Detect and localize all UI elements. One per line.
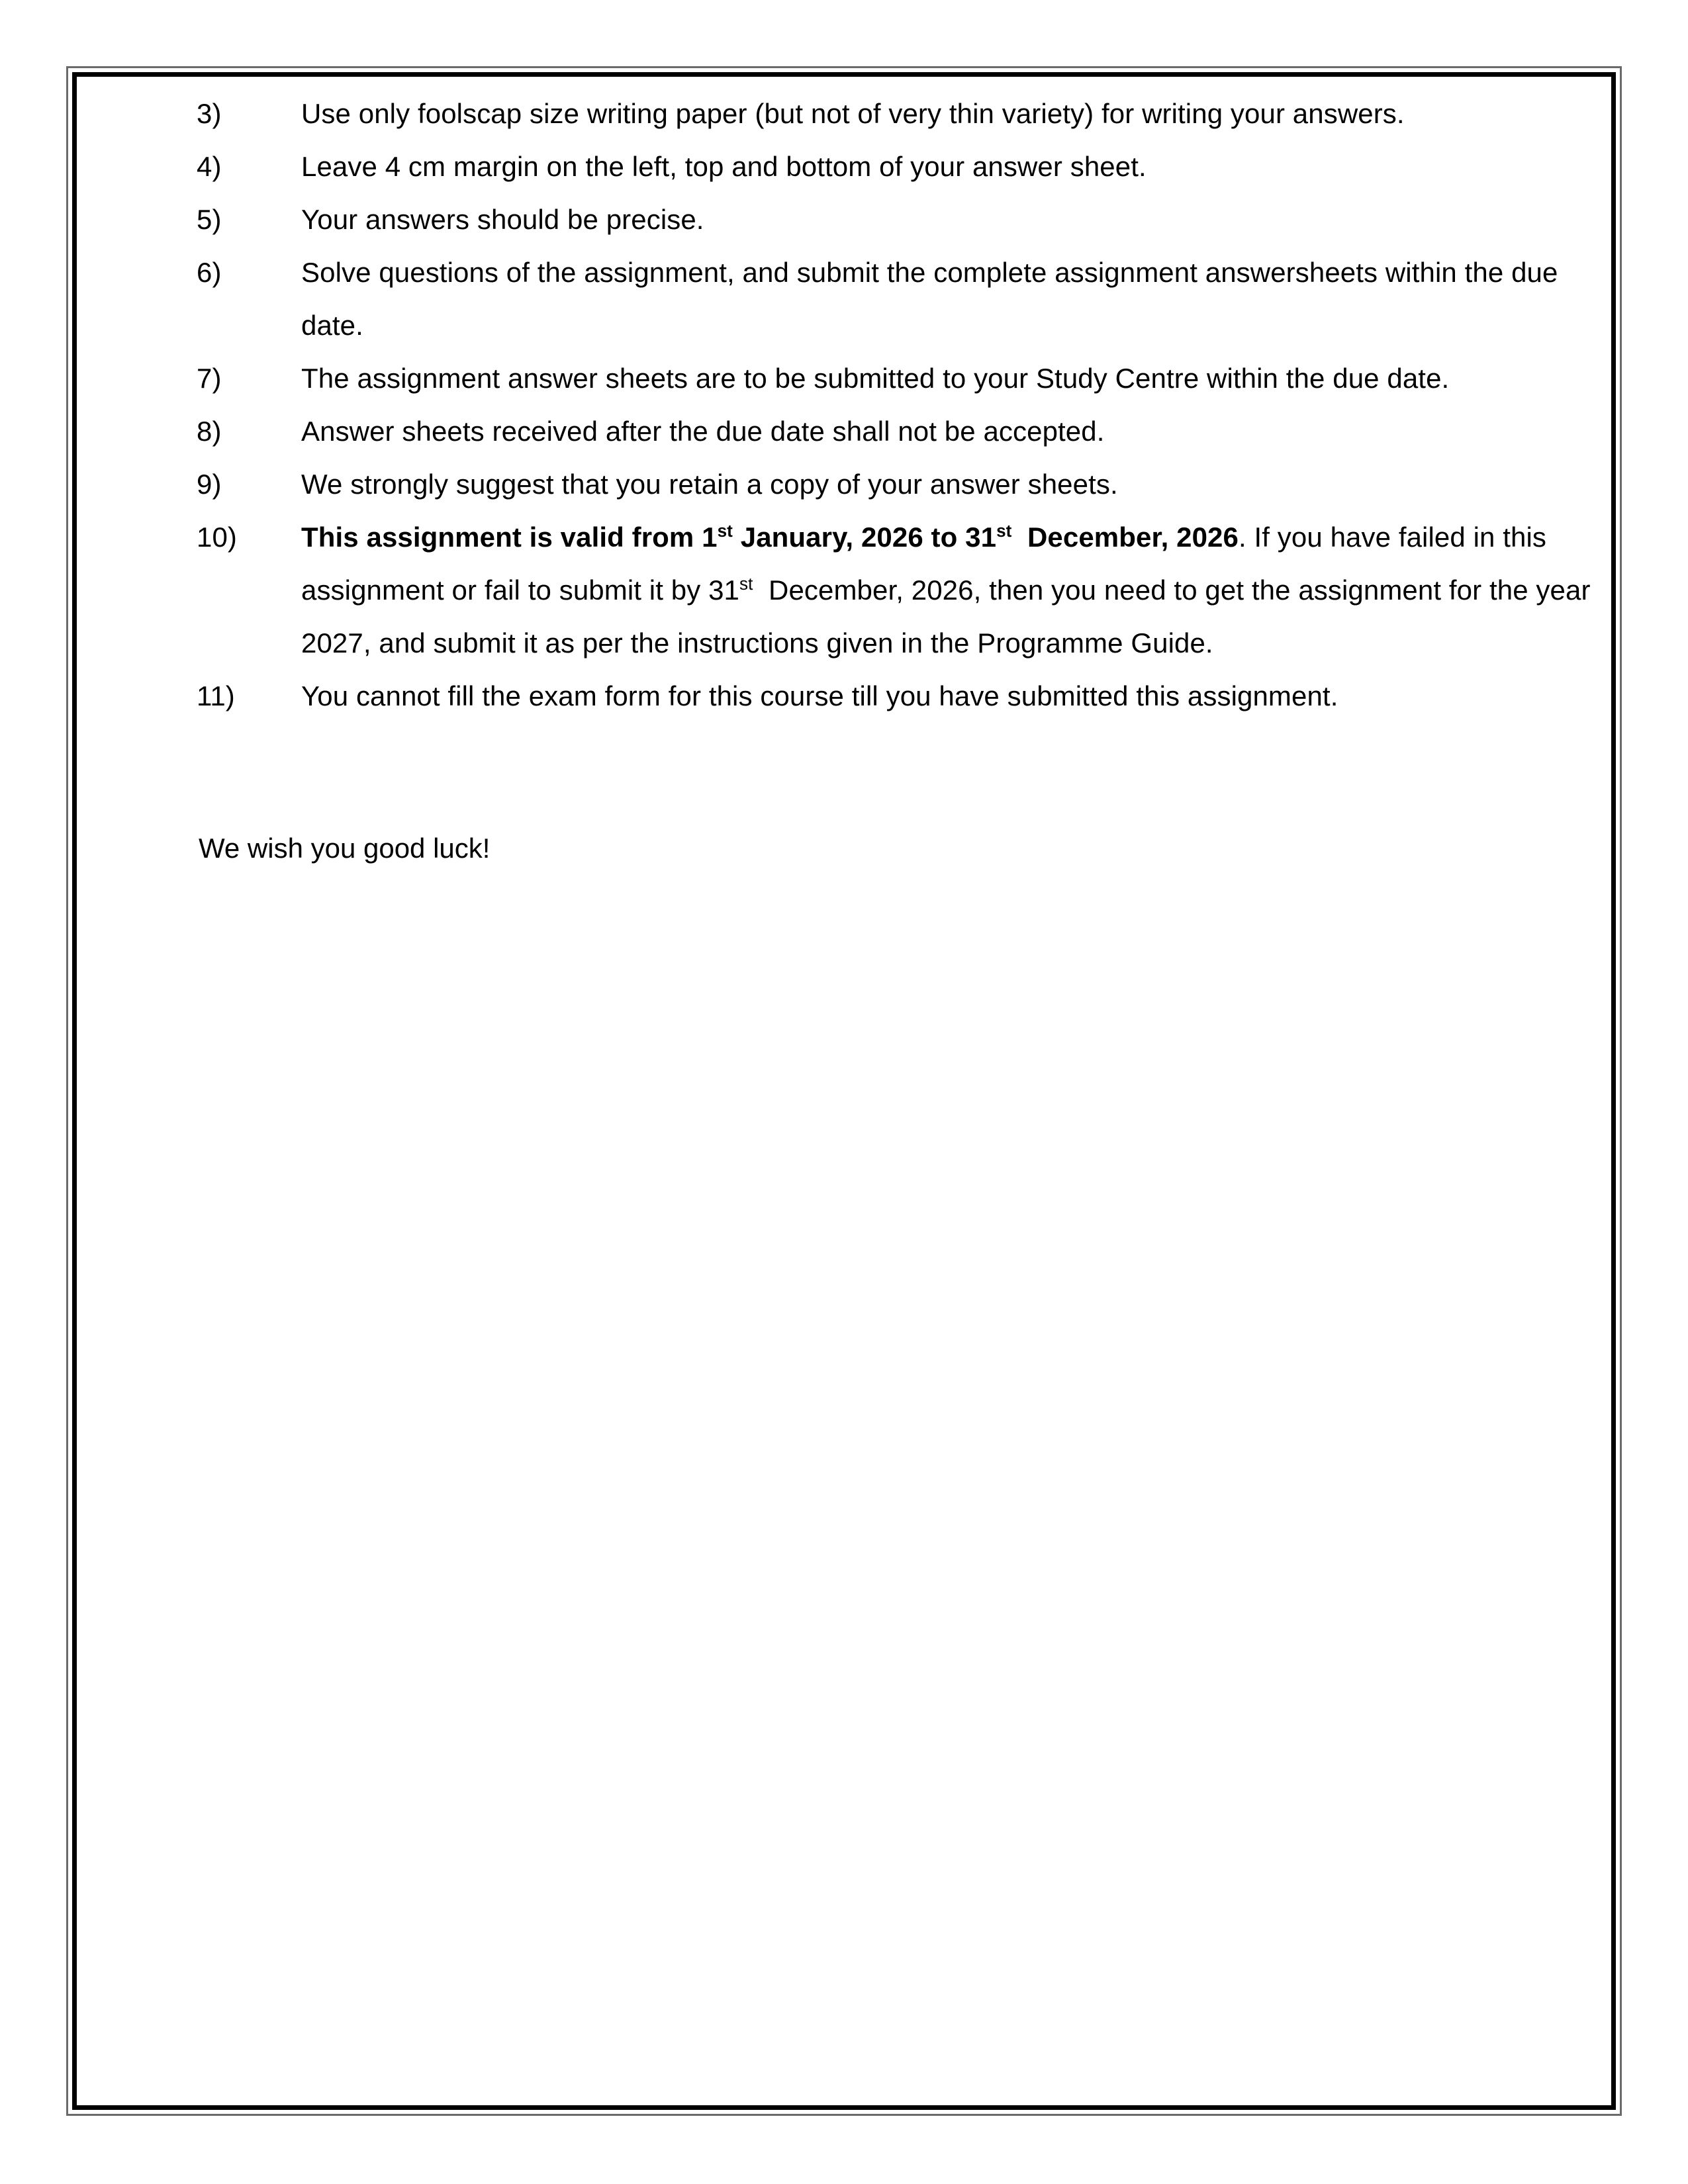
list-item-number: 8) — [197, 416, 222, 447]
list-item-number: 10) — [197, 522, 238, 553]
list-item-text: Leave 4 cm margin on the left, top and bottom of your answer sheet. — [301, 151, 1147, 182]
list-item-text: Solve questions of the assignment, and submit the complete assignment answersheets within the due date. — [301, 257, 1558, 341]
list-item-text: You cannot fill the exam form for this course till you have submitted this assignment. — [301, 680, 1338, 711]
list-item-text: Answer sheets received after the due date shall not be accepted. — [301, 416, 1105, 447]
list-item — [197, 246, 1600, 352]
list-item-number: 9) — [197, 469, 222, 500]
list-item — [197, 511, 1600, 670]
instructions-list — [197, 87, 1600, 723]
list-item-number: 3) — [197, 98, 222, 129]
list-item-text: This assignment is valid from 1st January, 2026 to 31st December, 2026. If you have failed in this assignment or fail to submit it by 31st December, 2026, then you need to get the assignment for the year 2027, and submit it as per the instructions given in the Programme Guide. — [301, 521, 1591, 659]
list-item-text: We strongly suggest that you retain a copy of your answer sheets. — [301, 469, 1118, 500]
closing-message: We wish you good luck! — [199, 833, 491, 864]
list-item-text: The assignment answer sheets are to be submitted to your Study Centre within the due date. — [301, 363, 1450, 394]
list-item-text: Use only foolscap size writing paper (but not of very thin variety) for writing your answers. — [301, 98, 1405, 129]
list-item-number: 6) — [197, 257, 222, 288]
list-item — [197, 458, 1600, 511]
list-item-number: 4) — [197, 151, 222, 182]
list-item-text: Your answers should be precise. — [301, 204, 704, 235]
list-item — [197, 87, 1600, 140]
list-item — [197, 193, 1600, 246]
list-item — [197, 670, 1600, 723]
list-item — [197, 140, 1600, 193]
list-item-number: 5) — [197, 204, 222, 235]
list-item — [197, 352, 1600, 405]
list-item — [197, 405, 1600, 458]
list-item-number: 11) — [197, 680, 235, 711]
list-item-number: 7) — [197, 363, 222, 394]
